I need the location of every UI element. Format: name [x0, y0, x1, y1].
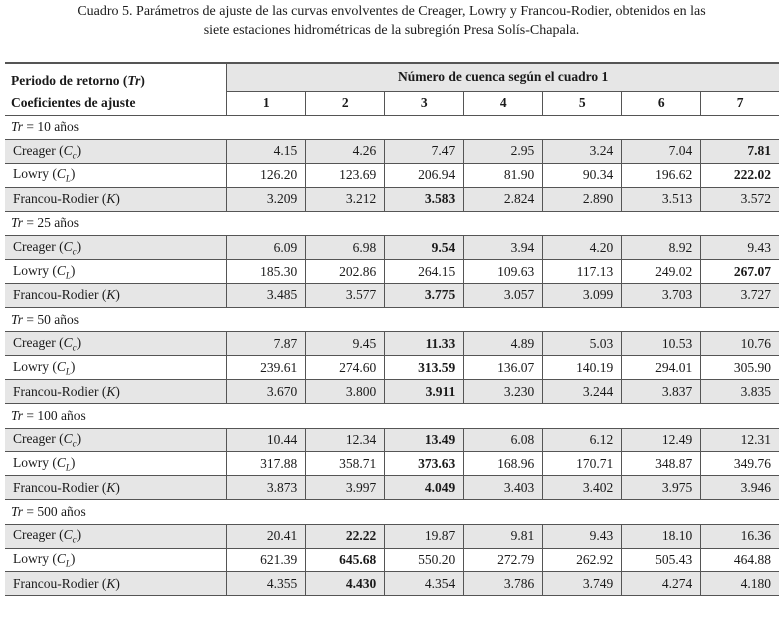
row-header-cell	[5, 63, 227, 115]
table-cell: 3.402	[543, 476, 622, 500]
coefficient-label: Creager $(C_c)$	[5, 524, 227, 548]
table-cell: 136.07	[464, 356, 543, 380]
coefficient-label: Creager $(C_c)$	[5, 428, 227, 452]
table-cell: 6.08	[464, 428, 543, 452]
table-cell: 4.20	[543, 236, 622, 260]
table-cell: 464.88	[701, 548, 779, 572]
table-cell: 206.94	[385, 163, 464, 187]
coefficient-label: Creager $(C_c)$	[5, 140, 227, 164]
table-row	[5, 236, 779, 260]
basin-number-7: 7	[701, 91, 779, 115]
coefficient-label: Lowry $(C_L)$	[5, 452, 227, 476]
table-cell: 3.800	[306, 380, 385, 404]
table-cell: 373.63	[385, 452, 464, 476]
table-row	[5, 283, 779, 307]
table-cell: 3.749	[543, 572, 622, 596]
table-cell: 18.10	[622, 524, 701, 548]
table-row	[5, 524, 779, 548]
table-cell: 3.057	[464, 283, 543, 307]
caption-line-1: Cuadro 5. Parámetros de ajuste de las curvas envolventes de Creager, Lowry y Francou-Rodier, obtenidos en las	[77, 4, 706, 19]
table-cell: 22.22	[306, 524, 385, 548]
table-cell: 3.485	[227, 283, 306, 307]
coefficient-label: Francou-Rodier (K)	[5, 572, 227, 596]
table-cell: 9.54	[385, 236, 464, 260]
return-period-row	[5, 404, 779, 429]
return-period-label: Tr = 10 años	[5, 115, 779, 140]
table-cell: 3.835	[701, 380, 779, 404]
table-cell: 3.670	[227, 380, 306, 404]
table-row	[5, 476, 779, 500]
table-cell: 3.703	[622, 283, 701, 307]
table-row	[5, 428, 779, 452]
table-cell: 3.94	[464, 236, 543, 260]
basin-number-3: 3	[385, 91, 464, 115]
return-period-row	[5, 115, 779, 140]
table-cell: 249.02	[622, 260, 701, 284]
basin-number-2: 2	[306, 91, 385, 115]
table-row	[5, 260, 779, 284]
table-cell: 5.03	[543, 332, 622, 356]
table-cell: 10.44	[227, 428, 306, 452]
table-cell: 6.12	[543, 428, 622, 452]
table-cell: 4.26	[306, 140, 385, 164]
table-cell: 4.354	[385, 572, 464, 596]
table-cell: 123.69	[306, 163, 385, 187]
table-cell: 262.92	[543, 548, 622, 572]
table-cell: 185.30	[227, 260, 306, 284]
caption-line-2: siete estaciones hidrométricas de la subregión Presa Solís-Chapala.	[203, 23, 580, 38]
table-cell: 202.86	[306, 260, 385, 284]
table-cell: 109.63	[464, 260, 543, 284]
table-cell: 317.88	[227, 452, 306, 476]
table-caption	[0, 0, 783, 44]
table-cell: 2.890	[543, 187, 622, 211]
table-cell: 10.53	[622, 332, 701, 356]
table-cell: 81.90	[464, 163, 543, 187]
table-cell: 4.180	[701, 572, 779, 596]
return-period-label: Tr = 25 años	[5, 211, 779, 236]
table-row	[5, 572, 779, 596]
table-cell: 3.513	[622, 187, 701, 211]
table-cell: 550.20	[385, 548, 464, 572]
return-period-row	[5, 211, 779, 236]
table-cell: 16.36	[701, 524, 779, 548]
table-cell: 294.01	[622, 356, 701, 380]
coefficient-label: Creager $(C_c)$	[5, 332, 227, 356]
coefficient-label: Francou-Rodier (K)	[5, 380, 227, 404]
table-cell: 12.34	[306, 428, 385, 452]
table-cell: 358.71	[306, 452, 385, 476]
table-cell: 4.274	[622, 572, 701, 596]
return-period-label: Tr = 500 años	[5, 500, 779, 525]
table-row	[5, 452, 779, 476]
table-cell: 10.76	[701, 332, 779, 356]
table-cell: 3.946	[701, 476, 779, 500]
table-cell: 12.31	[701, 428, 779, 452]
coefficients-table	[5, 62, 779, 596]
table-row	[5, 548, 779, 572]
table-cell: 6.98	[306, 236, 385, 260]
table-cell: 3.230	[464, 380, 543, 404]
table-cell: 3.775	[385, 283, 464, 307]
table-cell: 3.577	[306, 283, 385, 307]
table-cell: 267.07	[701, 260, 779, 284]
return-period-row	[5, 307, 779, 332]
table-cell: 7.04	[622, 140, 701, 164]
table-cell: 621.39	[227, 548, 306, 572]
table-cell: 4.049	[385, 476, 464, 500]
table-cell: 3.403	[464, 476, 543, 500]
coefficient-label: Francou-Rodier (K)	[5, 283, 227, 307]
basin-number-5: 5	[543, 91, 622, 115]
table-cell: 8.92	[622, 236, 701, 260]
table-row	[5, 163, 779, 187]
coefficient-label: Creager $(C_c)$	[5, 236, 227, 260]
table-cell: 2.95	[464, 140, 543, 164]
table-row	[5, 140, 779, 164]
table-cell: 3.786	[464, 572, 543, 596]
table-cell: 170.71	[543, 452, 622, 476]
return-period-label: Tr = 100 años	[5, 404, 779, 429]
table-cell: 3.873	[227, 476, 306, 500]
table-cell: 272.79	[464, 548, 543, 572]
table-cell: 117.13	[543, 260, 622, 284]
table-cell: 140.19	[543, 356, 622, 380]
table-cell: 12.49	[622, 428, 701, 452]
table-cell: 11.33	[385, 332, 464, 356]
table-cell: 9.81	[464, 524, 543, 548]
table-row	[5, 187, 779, 211]
table-cell: 3.837	[622, 380, 701, 404]
table-cell: 7.47	[385, 140, 464, 164]
table-cell: 3.997	[306, 476, 385, 500]
coefficients-header: Coeficientes de ajuste	[11, 95, 136, 110]
table-row	[5, 332, 779, 356]
table-cell: 305.90	[701, 356, 779, 380]
table-cell: 3.212	[306, 187, 385, 211]
table-cell: 126.20	[227, 163, 306, 187]
coefficient-label: Francou-Rodier (K)	[5, 187, 227, 211]
table-cell: 4.430	[306, 572, 385, 596]
table-cell: 20.41	[227, 524, 306, 548]
table-body	[5, 115, 779, 596]
coefficient-label: Lowry $(C_L)$	[5, 548, 227, 572]
table-cell: 3.583	[385, 187, 464, 211]
table-cell: 7.87	[227, 332, 306, 356]
table-cell: 196.62	[622, 163, 701, 187]
table-cell: 13.49	[385, 428, 464, 452]
table-cell: 3.099	[543, 283, 622, 307]
table-cell: 645.68	[306, 548, 385, 572]
table-cell: 349.76	[701, 452, 779, 476]
table-cell: 3.24	[543, 140, 622, 164]
table-cell: 19.87	[385, 524, 464, 548]
table-cell: 2.824	[464, 187, 543, 211]
table-cell: 274.60	[306, 356, 385, 380]
table-cell: 3.209	[227, 187, 306, 211]
table-row	[5, 356, 779, 380]
return-period-header: Periodo de retorno (Tr)	[11, 73, 145, 88]
coefficient-label: Lowry $(C_L)$	[5, 163, 227, 187]
table-cell: 505.43	[622, 548, 701, 572]
table-cell: 222.02	[701, 163, 779, 187]
table-cell: 239.61	[227, 356, 306, 380]
table-cell: 348.87	[622, 452, 701, 476]
coefficient-label: Francou-Rodier (K)	[5, 476, 227, 500]
table-cell: 9.43	[543, 524, 622, 548]
table-cell: 264.15	[385, 260, 464, 284]
basin-number-4: 4	[464, 91, 543, 115]
table-cell: 4.355	[227, 572, 306, 596]
table-cell: 3.572	[701, 187, 779, 211]
coefficient-label: Lowry $(C_L)$	[5, 260, 227, 284]
basin-number-header: Número de cuenca según el cuadro 1	[227, 63, 779, 91]
table-cell: 7.81	[701, 140, 779, 164]
return-period-label: Tr = 50 años	[5, 307, 779, 332]
table-cell: 9.43	[701, 236, 779, 260]
table-cell: 3.727	[701, 283, 779, 307]
table-cell: 90.34	[543, 163, 622, 187]
table-cell: 3.975	[622, 476, 701, 500]
table-cell: 3.244	[543, 380, 622, 404]
table-row	[5, 380, 779, 404]
basin-number-1: 1	[227, 91, 306, 115]
table-cell: 4.15	[227, 140, 306, 164]
table-cell: 4.89	[464, 332, 543, 356]
table-cell: 313.59	[385, 356, 464, 380]
table-cell: 6.09	[227, 236, 306, 260]
coefficient-label: Lowry $(C_L)$	[5, 356, 227, 380]
table-cell: 168.96	[464, 452, 543, 476]
return-period-row	[5, 500, 779, 525]
basin-number-6: 6	[622, 91, 701, 115]
table-cell: 9.45	[306, 332, 385, 356]
table-cell: 3.911	[385, 380, 464, 404]
